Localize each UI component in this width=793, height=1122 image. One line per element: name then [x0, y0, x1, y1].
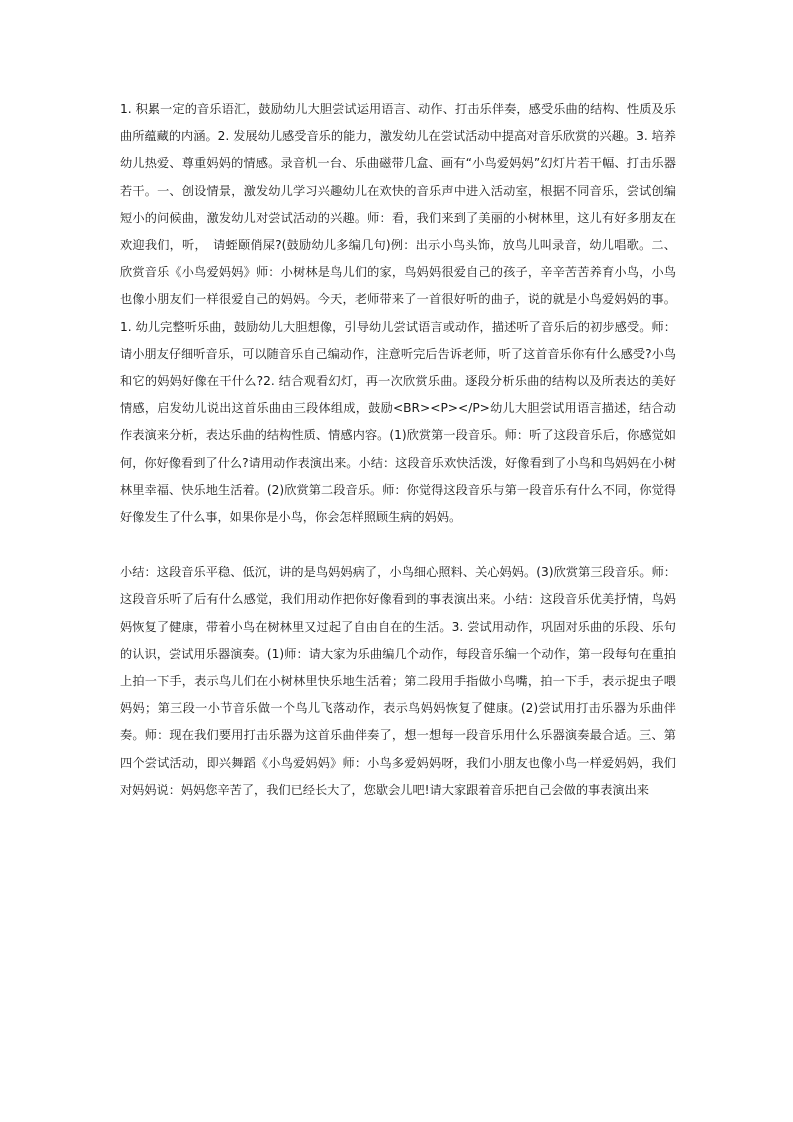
paragraph-2: 小结：这段音乐平稳、低沉，讲的是鸟妈妈病了，小鸟细心照料、关心妈妈。(3)欣赏第三段音乐。师：这段音乐听了后有什么感觉，我们用动作把你好像看到的事表演出来。小结：这段音乐优美抒情，鸟妈妈恢复了健康，带着小鸟在树林里又过起了自由自在的生活。3. 尝试用动作，巩固对乐曲的乐段、乐句的认识，尝试用乐器演奏。(1)师：请大家为乐曲编几个动作，每段音乐编一个动作，第一段每句在重拍上拍一下手，表示鸟儿们在小树林里快乐地生活着；第二段用手指做小鸟嘴，拍一下手，表示捉虫子喂妈妈；第三段一小节音乐做一个鸟儿飞落动作，表示鸟妈妈恢复了健康。(2)尝试用打击乐器为乐曲伴奏。师：现在我们要用打击乐器为这首乐曲伴奏了，想一想每一段音乐用什么乐器演奏最合适。三、第四个尝试活动，即兴舞蹈《小鸟爱妈妈》师：小鸟多爱妈妈呀，我们小朋友也像小鸟一样爱妈妈，我们对妈妈说：妈妈您辛苦了，我们已经长大了，您歇会儿吧!请大家跟着音乐把自己会做的事表演出来: [120, 565, 676, 797]
paragraph-1: 1. 积累一定的音乐语汇，鼓励幼儿大胆尝试运用语言、动作、打击乐伴奏，感受乐曲的结构、性质及乐曲所蕴藏的内涵。2. 发展幼儿感受音乐的能力，激发幼儿在尝试活动中提高对音乐欣赏的兴趣。3. 培养幼儿热爱、尊重妈妈的情感。录音机一台、乐曲磁带几盒、画有“小鸟爱妈妈”幻灯片若干幅、打击乐器若干。一、创设情景，激发幼儿学习兴趣幼儿在欢快的音乐声中进入活动室，根据不同音乐，尝试创编短小的问候曲，激发幼儿对尝试活动的兴趣。师：看，我们来到了美丽的小树林里，这儿有好多朋友在欢迎我们，听， 请蛭颐俏屎?(鼓励幼儿多编几句)例：出示小鸟头饰，放鸟儿叫录音，幼儿唱歌。二、欣赏音乐《小鸟爱妈妈》师：小树林是鸟儿们的家，鸟妈妈很爱自己的孩子，辛辛苦苦养育小鸟，小鸟也像小朋友们一样很爱自己的妈妈。今天，老师带来了一首很好听的曲子，说的就是小鸟爱妈妈的事。1. 幼儿完整听乐曲，鼓励幼儿大胆想像，引导幼儿尝试语言或动作，描述听了音乐后的初步感受。师：请小朋友仔细听音乐，可以随音乐自己编动作，注意听完后告诉老师，听了这首音乐你有什么感受?小鸟和它的妈妈好像在干什么?2. 结合观看幻灯，再一次欣赏乐曲。逐段分析乐曲的结构以及所表达的美好情感，启发幼儿说出这首乐曲由三段体组成，鼓励<BR><P></P>幼儿大胆尝试用语言描述，结合动作表演来分析，表达乐曲的结构性质、情感内容。(1)欣赏第一段音乐。师：听了这段音乐后，你感觉如何，你好像看到了什么?请用动作表演出来。小结：这段音乐欢快活泼，好像看到了小鸟和鸟妈妈在小树林里幸福、快乐地生活着。(2)欣赏第二段音乐。师：你觉得这段音乐与第一段音乐有什么不同，你觉得好像发生了什么事，如果你是小鸟，你会怎样照顾生病的妈妈。: [120, 102, 676, 525]
document-body: [120, 96, 676, 804]
paragraph-spacer: [120, 531, 676, 559]
